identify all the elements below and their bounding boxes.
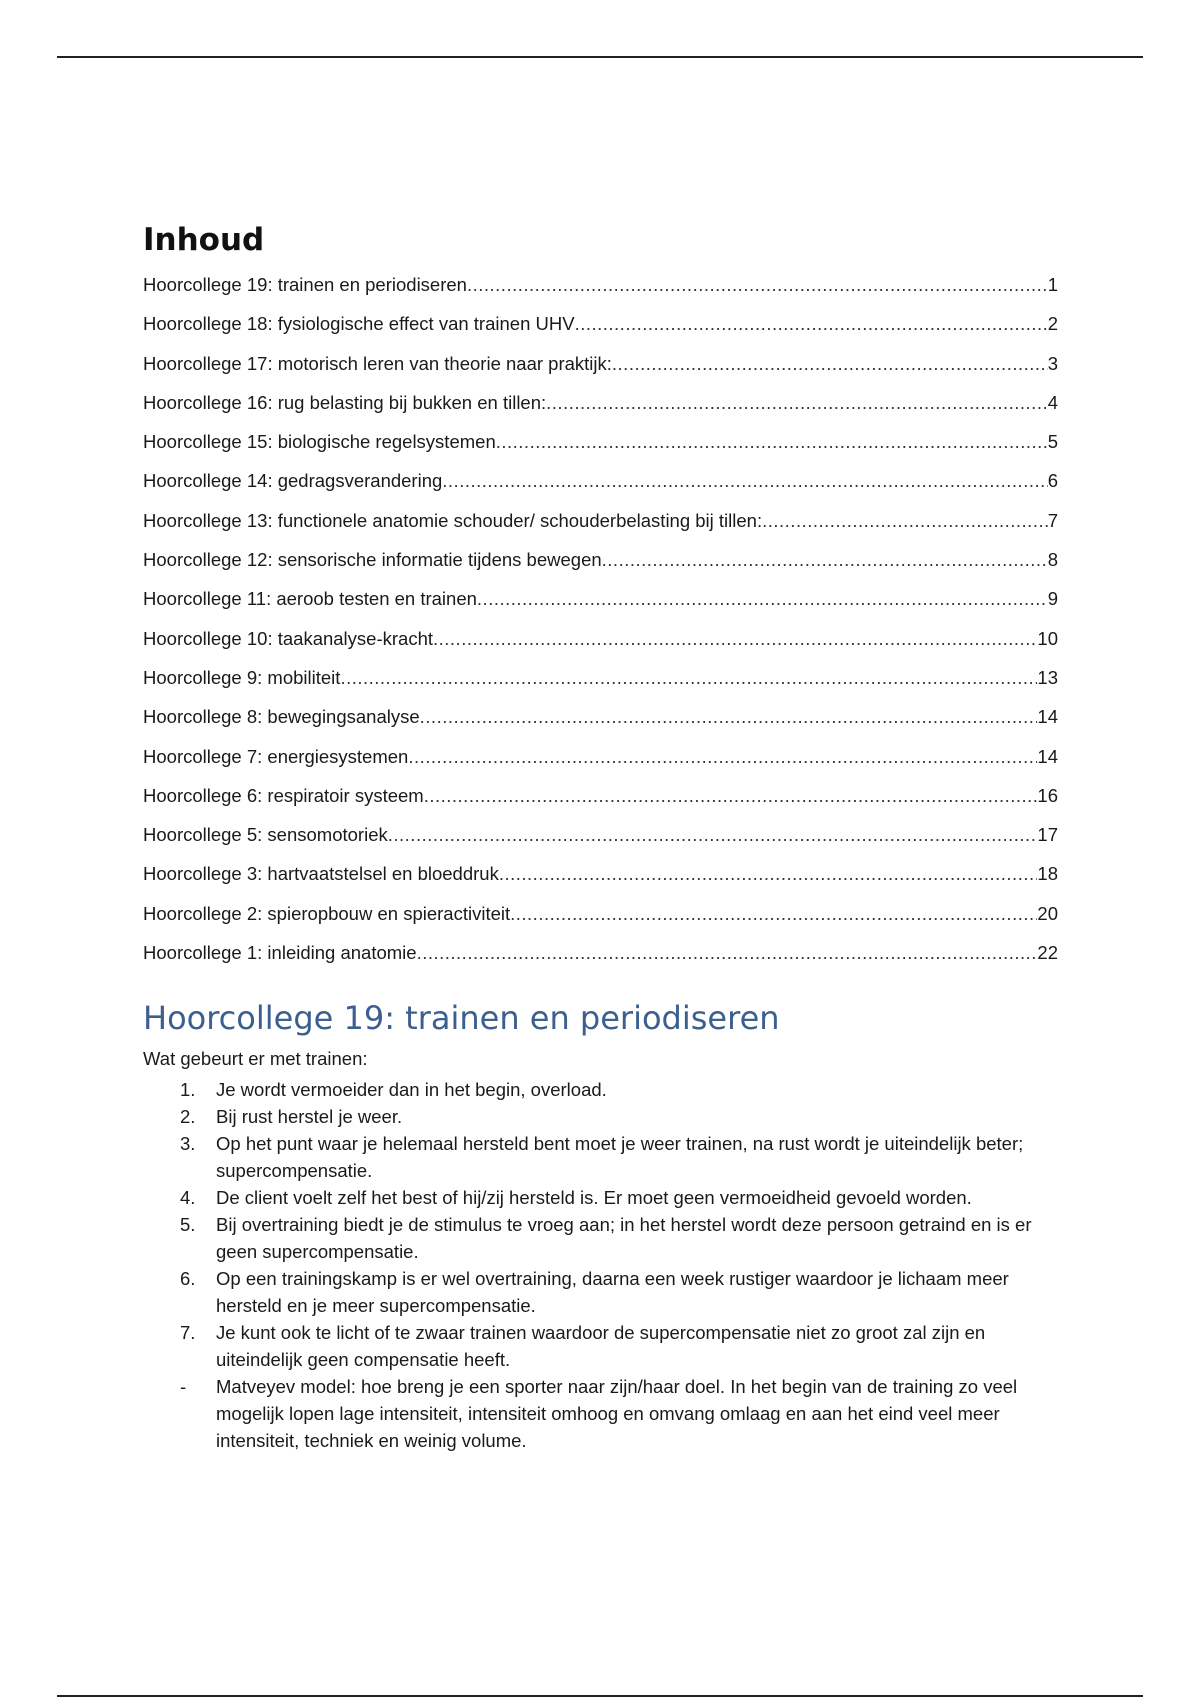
list-item xyxy=(143,1076,1058,1103)
list-item-marker: 3. xyxy=(180,1133,196,1155)
list-item-marker: 5. xyxy=(180,1214,196,1236)
toc-entry-title: Hoorcollege 13: functionele anatomie schouder/ schouderbelasting bij tillen: xyxy=(143,509,763,531)
toc-entry-page: 10 xyxy=(1037,627,1058,649)
toc-heading: Inhoud xyxy=(143,222,265,258)
toc-entry-page: 13 xyxy=(1037,666,1058,688)
toc-entry-title: Hoorcollege 5: sensomotoriek xyxy=(143,824,388,846)
list-item-text: Je kunt ook te licht of te zwaar trainen waardoor de supercompensatie niet zo groot zal zijn en uiteindelijk geen compensatie heeft. xyxy=(216,1322,986,1371)
toc-entry-title: Hoorcollege 19: trainen en periodiseren xyxy=(143,274,467,295)
toc-leader-dots xyxy=(420,706,1038,728)
toc-entry-page: 17 xyxy=(1037,824,1058,846)
toc-entry-title: Hoorcollege 14: gedragsverandering xyxy=(143,470,443,492)
toc-entry-page: 14 xyxy=(1037,745,1058,767)
toc-entry-title: Hoorcollege 16: rug belasting bij bukken en tillen: xyxy=(143,391,547,413)
toc-entry-title: Hoorcollege 15: biologische regelsystemen xyxy=(143,431,496,453)
toc-entry[interactable] xyxy=(143,510,1058,549)
toc-entry-page: 7 xyxy=(1047,509,1058,531)
list-item xyxy=(143,1130,1058,1184)
toc-leader-dots xyxy=(575,313,1048,335)
toc-entry-title: Hoorcollege 18: fysiologische effect van trainen UHV xyxy=(143,313,575,335)
toc-entry[interactable] xyxy=(143,588,1058,627)
toc-entry[interactable] xyxy=(143,863,1058,902)
toc-leader-dots xyxy=(477,588,1048,610)
toc-leader-dots xyxy=(433,628,1037,650)
toc-entry[interactable] xyxy=(143,549,1058,588)
toc-leader-dots xyxy=(499,863,1038,885)
list-item-text: Bij rust herstel je weer. xyxy=(216,1106,403,1128)
toc-entry-page: 4 xyxy=(1047,391,1058,413)
toc-leader-dots xyxy=(467,274,1048,296)
toc-leader-dots xyxy=(340,667,1037,689)
toc-entry[interactable] xyxy=(143,706,1058,745)
toc-leader-dots xyxy=(762,510,1048,532)
toc-entry-page: 22 xyxy=(1037,942,1058,964)
toc-entry[interactable] xyxy=(143,942,1058,981)
toc-entry-page: 14 xyxy=(1037,706,1058,728)
list-item-marker: 6. xyxy=(180,1268,196,1290)
toc-entry-title: Hoorcollege 1: inleiding anatomie xyxy=(143,942,417,964)
toc-entry[interactable] xyxy=(143,667,1058,706)
toc-leader-dots xyxy=(496,431,1048,453)
section-heading: Hoorcollege 19: trainen en periodiseren xyxy=(143,999,780,1038)
toc-entry[interactable] xyxy=(143,824,1058,863)
list-item-marker: 1. xyxy=(180,1079,196,1101)
toc-leader-dots xyxy=(612,353,1048,375)
toc-entry-title: Hoorcollege 12: sensorische informatie tijdens bewegen xyxy=(143,549,602,571)
list-item xyxy=(143,1319,1058,1373)
toc-entry-title: Hoorcollege 7: energiesystemen xyxy=(143,745,409,767)
toc-entry-page: 2 xyxy=(1047,313,1058,335)
toc-entry[interactable] xyxy=(143,903,1058,942)
toc-entry[interactable] xyxy=(143,274,1058,313)
toc-entry-page: 5 xyxy=(1047,431,1058,453)
toc-entry-title: Hoorcollege 2: spieropbouw en spieractiviteit xyxy=(143,902,511,924)
list-item xyxy=(143,1184,1058,1211)
list-item xyxy=(143,1211,1058,1265)
toc-leader-dots xyxy=(388,824,1038,846)
toc-entry-page: 8 xyxy=(1047,549,1058,571)
list-item xyxy=(143,1265,1058,1319)
list-item-text: Matveyev model: hoe breng je een sporter naar zijn/haar doel. In het begin van de training zo veel mogelijk lopen lage intensiteit, intensiteit omhoog en omvang omlaag en aan het eind veel meer intensiteit, techniek en weinig volume. xyxy=(216,1376,1018,1452)
list-item xyxy=(143,1373,1058,1454)
toc-entry-title: Hoorcollege 17: motorisch leren van theorie naar praktijk: xyxy=(143,352,612,374)
list-item-marker: - xyxy=(180,1376,187,1398)
list-item-marker: 4. xyxy=(180,1187,196,1209)
list-item xyxy=(143,1103,1058,1130)
toc-entry[interactable] xyxy=(143,746,1058,785)
toc-entry-page: 18 xyxy=(1037,863,1058,885)
toc-entry-page: 16 xyxy=(1037,784,1058,806)
toc-entry-title: Hoorcollege 9: mobiliteit xyxy=(143,666,341,688)
toc-leader-dots xyxy=(510,903,1037,925)
toc-entry[interactable] xyxy=(143,470,1058,509)
toc-entry-page: 6 xyxy=(1047,470,1058,492)
toc-entry[interactable] xyxy=(143,353,1058,392)
page-content xyxy=(143,218,1058,1454)
list-item-text: Op het punt waar je helemaal hersteld bent moet je weer trainen, na rust wordt je uiteindelijk beter; supercompensatie. xyxy=(216,1133,1024,1182)
toc-entry-title: Hoorcollege 3: hartvaatstelsel en bloeddruk xyxy=(143,863,499,885)
toc-entry-page: 1 xyxy=(1047,274,1058,295)
toc-entry[interactable] xyxy=(143,313,1058,352)
footer-rule xyxy=(57,1695,1143,1697)
list-item-text: De client voelt zelf het best of hij/zij hersteld is. Er moet geen vermoeidheid gevoeld worden. xyxy=(216,1187,972,1209)
list-item-text: Op een trainingskamp is er wel overtraining, daarna een week rustiger waardoor je lichaam meer hersteld en je meer supercompensatie. xyxy=(216,1268,1009,1317)
table-of-contents xyxy=(143,274,1058,981)
toc-entry[interactable] xyxy=(143,392,1058,431)
list-item-marker: 7. xyxy=(180,1322,196,1344)
list-item-text: Je wordt vermoeider dan in het begin, overload. xyxy=(216,1079,607,1101)
section-list xyxy=(143,1076,1058,1454)
toc-leader-dots xyxy=(546,392,1048,414)
toc-leader-dots xyxy=(602,549,1048,571)
section-intro: Wat gebeurt er met trainen: xyxy=(143,1048,368,1070)
toc-leader-dots xyxy=(417,942,1038,964)
list-item-marker: 2. xyxy=(180,1106,196,1128)
toc-entry[interactable] xyxy=(143,785,1058,824)
header-rule xyxy=(57,56,1143,58)
list-item-text: Bij overtraining biedt je de stimulus te vroeg aan; in het herstel wordt deze persoon getraind en is er geen supercompensatie. xyxy=(216,1214,1032,1263)
toc-leader-dots xyxy=(442,470,1047,492)
toc-entry-page: 3 xyxy=(1047,352,1058,374)
toc-entry[interactable] xyxy=(143,431,1058,470)
toc-entry-title: Hoorcollege 6: respiratoir systeem xyxy=(143,784,424,806)
toc-entry-page: 20 xyxy=(1037,902,1058,924)
toc-leader-dots xyxy=(424,785,1038,807)
toc-entry[interactable] xyxy=(143,628,1058,667)
toc-leader-dots xyxy=(408,746,1037,768)
toc-entry-page: 9 xyxy=(1047,588,1058,610)
toc-entry-title: Hoorcollege 11: aeroob testen en trainen xyxy=(143,588,477,610)
toc-entry-title: Hoorcollege 10: taakanalyse-kracht xyxy=(143,627,433,649)
toc-entry-title: Hoorcollege 8: bewegingsanalyse xyxy=(143,706,420,728)
